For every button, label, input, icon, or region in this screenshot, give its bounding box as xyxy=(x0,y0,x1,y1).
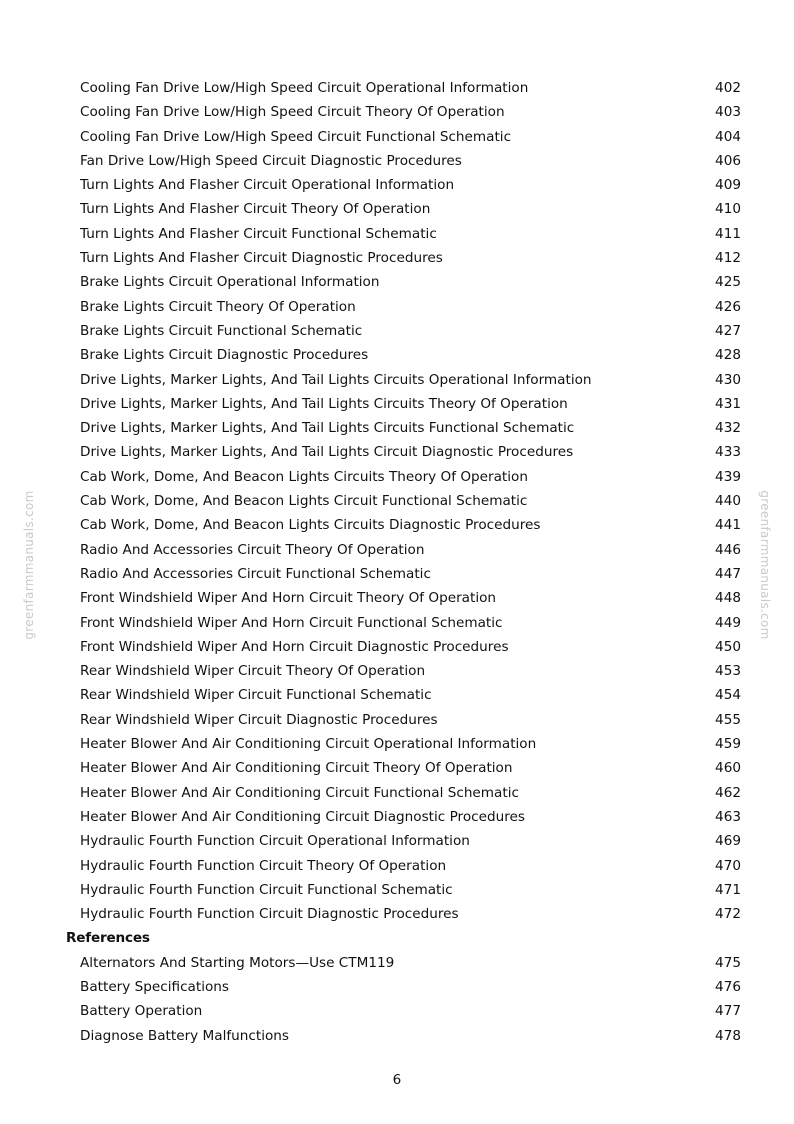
toc-entry[interactable] xyxy=(0,416,794,440)
toc-entry-page: 406 xyxy=(715,152,741,169)
toc-entry[interactable] xyxy=(0,659,794,683)
toc-entry-page: 469 xyxy=(715,833,741,850)
toc-entry-page: 478 xyxy=(715,1027,741,1044)
toc-entry-title: Radio And Accessories Circuit Functional Schematic xyxy=(80,565,431,582)
toc-entry[interactable] xyxy=(0,999,794,1023)
toc-entry-page: 471 xyxy=(715,881,741,898)
toc-entry-title: Drive Lights, Marker Lights, And Tail Lights Circuits Functional Schematic xyxy=(80,420,575,437)
toc-entry-page: 448 xyxy=(715,590,741,607)
toc-entry-title: Drive Lights, Marker Lights, And Tail Lights Circuit Diagnostic Procedures xyxy=(80,444,574,461)
toc-entry-page: 477 xyxy=(715,1003,741,1020)
toc-entry-title: Drive Lights, Marker Lights, And Tail Lights Circuits Theory Of Operation xyxy=(80,395,568,412)
toc-entry-page: 470 xyxy=(715,857,741,874)
toc-entry-page: 411 xyxy=(715,225,741,242)
toc-entry[interactable] xyxy=(0,829,794,853)
toc-entry-page: 440 xyxy=(715,493,741,510)
toc-entry-title: Turn Lights And Flasher Circuit Theory Of Operation xyxy=(80,201,431,218)
toc-entry-page: 403 xyxy=(715,104,741,121)
toc-entry[interactable] xyxy=(0,586,794,610)
toc-entry-title: Rear Windshield Wiper Circuit Theory Of Operation xyxy=(80,663,426,680)
toc-entry[interactable] xyxy=(0,489,794,513)
toc-entry-page: 472 xyxy=(715,906,741,923)
toc-entry[interactable] xyxy=(0,538,794,562)
toc-entry-title: Front Windshield Wiper And Horn Circuit Functional Schematic xyxy=(80,614,503,631)
toc-entry-page: 450 xyxy=(715,638,741,655)
toc-entry[interactable] xyxy=(0,76,794,100)
toc-entry[interactable] xyxy=(0,635,794,659)
toc-entry-page: 453 xyxy=(715,663,741,680)
toc-entry-title: Battery Operation xyxy=(80,1003,203,1020)
toc-entry[interactable] xyxy=(0,368,794,392)
toc-entry[interactable] xyxy=(0,732,794,756)
toc-entry-title: Brake Lights Circuit Functional Schematic xyxy=(80,322,363,339)
toc-entry-title: Brake Lights Circuit Diagnostic Procedures xyxy=(80,347,369,364)
toc-entry-page: 427 xyxy=(715,322,741,339)
toc-entry-title: Cooling Fan Drive Low/High Speed Circuit Functional Schematic xyxy=(80,128,512,145)
toc-entry[interactable] xyxy=(0,173,794,197)
toc-entry-title: Cab Work, Dome, And Beacon Lights Circuit Functional Schematic xyxy=(80,493,528,510)
toc-entry-page: 460 xyxy=(715,760,741,777)
toc-entry-page: 404 xyxy=(715,128,741,145)
toc-entry[interactable] xyxy=(0,392,794,416)
toc-entry-title: Drive Lights, Marker Lights, And Tail Lights Circuits Operational Information xyxy=(80,371,592,388)
toc-entry-page: 454 xyxy=(715,687,741,704)
toc-entry-page: 475 xyxy=(715,954,741,971)
toc-entry-page: 447 xyxy=(715,565,741,582)
toc-entry[interactable] xyxy=(0,197,794,221)
toc-entry[interactable] xyxy=(0,222,794,246)
toc-entry[interactable] xyxy=(0,1024,794,1048)
toc-entry-title: Alternators And Starting Motors—Use CTM119 xyxy=(80,954,395,971)
toc-entry-title: Diagnose Battery Malfunctions xyxy=(80,1027,289,1044)
toc-entry-page: 425 xyxy=(715,274,741,291)
toc-entry-page: 455 xyxy=(715,711,741,728)
toc-entry[interactable] xyxy=(0,805,794,829)
toc-entry-page: 433 xyxy=(715,444,741,461)
toc-entry-title: Hydraulic Fourth Function Circuit Theory Of Operation xyxy=(80,857,447,874)
toc-entry[interactable] xyxy=(0,465,794,489)
toc-entry-title: Brake Lights Circuit Operational Information xyxy=(80,274,380,291)
toc-entry-page: 459 xyxy=(715,736,741,753)
toc-entry-title: Cooling Fan Drive Low/High Speed Circuit Operational Information xyxy=(80,80,529,96)
toc-entry[interactable] xyxy=(0,246,794,270)
toc-entry-title: Turn Lights And Flasher Circuit Operational Information xyxy=(80,177,455,194)
toc-entry[interactable] xyxy=(0,295,794,319)
toc-entry-title: Cab Work, Dome, And Beacon Lights Circuits Theory Of Operation xyxy=(80,468,528,485)
toc-entry-page: 439 xyxy=(715,468,741,485)
toc-entry-page: 431 xyxy=(715,395,741,412)
toc-entry-page: 446 xyxy=(715,541,741,558)
toc-entry-title: Hydraulic Fourth Function Circuit Diagnostic Procedures xyxy=(80,906,459,923)
toc-entry[interactable] xyxy=(0,951,794,975)
toc-entry-page: 430 xyxy=(715,371,741,388)
toc-entry-title: Turn Lights And Flasher Circuit Diagnostic Procedures xyxy=(80,250,443,267)
toc-section-heading xyxy=(0,926,794,950)
toc-entry-page: 410 xyxy=(715,201,741,218)
toc-entry[interactable] xyxy=(0,756,794,780)
toc-section-title: References xyxy=(66,930,150,947)
watermark-right: greenfarmmanuals.com xyxy=(758,490,772,640)
toc-entry[interactable] xyxy=(0,878,794,902)
toc-entry-title: Cab Work, Dome, And Beacon Lights Circuits Diagnostic Procedures xyxy=(80,517,541,534)
toc-entry-page: 409 xyxy=(715,177,741,194)
toc-entry[interactable] xyxy=(0,854,794,878)
toc-entry[interactable] xyxy=(0,902,794,926)
toc-entry-page: 462 xyxy=(715,784,741,801)
toc-entry-title: Rear Windshield Wiper Circuit Diagnostic Procedures xyxy=(80,711,438,728)
toc-entry-title: Cooling Fan Drive Low/High Speed Circuit Theory Of Operation xyxy=(80,104,505,121)
toc-entry-title: Rear Windshield Wiper Circuit Functional Schematic xyxy=(80,687,432,704)
page-number: 6 xyxy=(392,1072,402,1088)
watermark-left: greenfarmmanuals.com xyxy=(22,490,36,640)
toc-entry-title: Battery Specifications xyxy=(80,978,229,995)
toc-entry[interactable] xyxy=(0,440,794,464)
table-of-contents xyxy=(0,76,794,1048)
toc-entry[interactable] xyxy=(0,781,794,805)
toc-entry-title: Heater Blower And Air Conditioning Circuit Functional Schematic xyxy=(80,784,519,801)
toc-entry-title: Brake Lights Circuit Theory Of Operation xyxy=(80,298,356,315)
toc-entry[interactable] xyxy=(0,149,794,173)
toc-entry[interactable] xyxy=(0,562,794,586)
toc-entry-title: Hydraulic Fourth Function Circuit Operational Information xyxy=(80,833,470,850)
toc-entry-page: 412 xyxy=(715,250,741,267)
toc-entry[interactable] xyxy=(0,611,794,635)
toc-entry-page: 426 xyxy=(715,298,741,315)
toc-entry-title: Heater Blower And Air Conditioning Circuit Diagnostic Procedures xyxy=(80,808,525,825)
toc-entry[interactable] xyxy=(0,683,794,707)
toc-entry[interactable] xyxy=(0,513,794,537)
toc-entry[interactable] xyxy=(0,343,794,367)
toc-entry-page: 441 xyxy=(715,517,741,534)
toc-entry-page: 432 xyxy=(715,420,741,437)
toc-entry-page: 449 xyxy=(715,614,741,631)
toc-entry[interactable] xyxy=(0,708,794,732)
toc-entry-title: Heater Blower And Air Conditioning Circuit Operational Information xyxy=(80,736,537,753)
toc-entry-title: Radio And Accessories Circuit Theory Of Operation xyxy=(80,541,425,558)
toc-entry-page: 463 xyxy=(715,808,741,825)
toc-entry-title: Front Windshield Wiper And Horn Circuit Theory Of Operation xyxy=(80,590,497,607)
toc-entry[interactable] xyxy=(0,100,794,124)
toc-entry[interactable] xyxy=(0,975,794,999)
toc-entry-title: Hydraulic Fourth Function Circuit Functional Schematic xyxy=(80,881,453,898)
toc-entry[interactable] xyxy=(0,319,794,343)
toc-entry-title: Turn Lights And Flasher Circuit Functional Schematic xyxy=(80,225,437,242)
toc-entry[interactable] xyxy=(0,125,794,149)
toc-entry-page: 428 xyxy=(715,347,741,364)
toc-entry-title: Fan Drive Low/High Speed Circuit Diagnostic Procedures xyxy=(80,152,462,169)
toc-entry-title: Heater Blower And Air Conditioning Circuit Theory Of Operation xyxy=(80,760,513,777)
toc-entry-title: Front Windshield Wiper And Horn Circuit Diagnostic Procedures xyxy=(80,638,509,655)
toc-entry[interactable] xyxy=(0,270,794,294)
toc-entry-page: 402 xyxy=(715,80,741,96)
toc-entry-page: 476 xyxy=(715,978,741,995)
